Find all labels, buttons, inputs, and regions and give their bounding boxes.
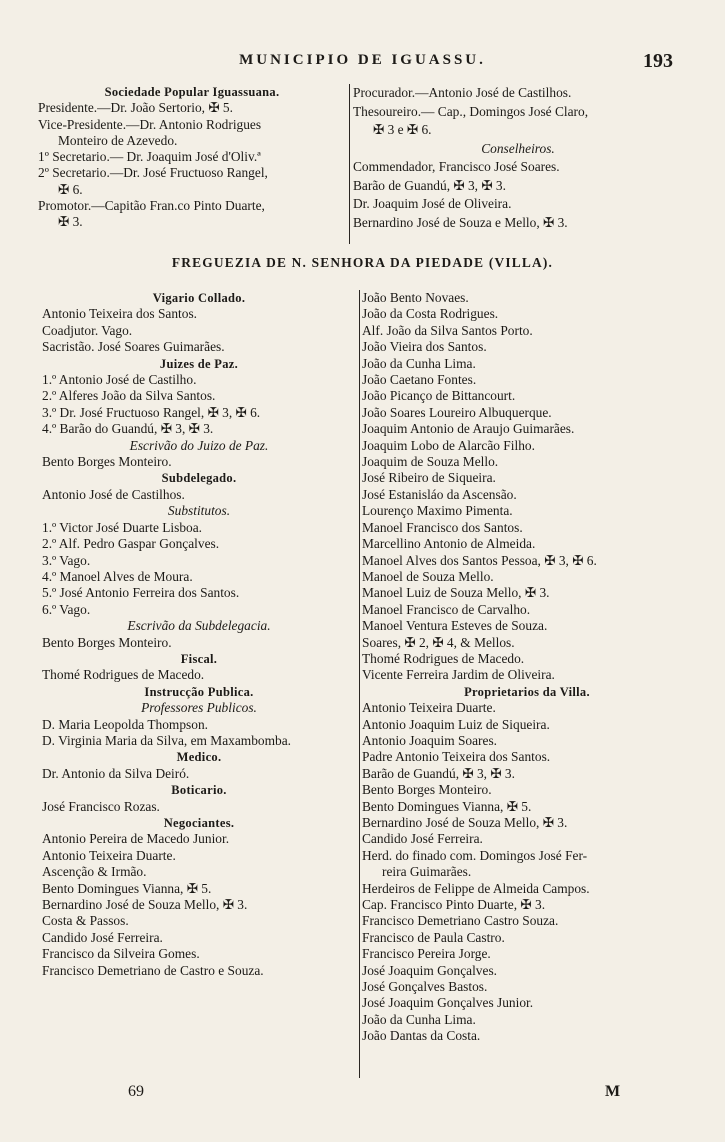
text-line: reira Guimarães. (382, 864, 472, 880)
text-line: Barão de Guandú, ✠ 3, ✠ 3. (353, 177, 506, 193)
text-line: João da Cunha Lima. (362, 355, 476, 371)
section-heading: Vigario Collado. (152, 291, 246, 305)
column-divider-top (349, 84, 350, 244)
text-line: 2.º Alf. Pedro Gaspar Gonçalves. (42, 536, 220, 552)
text-line: Bento Domingues Vianna, ✠ 5. (42, 880, 212, 896)
text-line: 1.º Victor José Duarte Lisboa. (42, 519, 203, 535)
text-line: Barão de Guandú, ✠ 3, ✠ 3. (362, 765, 515, 781)
text-line: José Francisco Rozas. (42, 798, 160, 814)
text-line: Substitutos. (167, 503, 231, 519)
text-line: Antonio Teixeira dos Santos. (42, 306, 198, 322)
section-title: FREGUEZIA DE N. SENHORA DA PIEDADE (VILLA). (171, 255, 554, 270)
text-line: 4.º Manoel Alves de Moura. (42, 568, 193, 584)
text-line: Bernardino José de Souza Mello, ✠ 3. (42, 897, 248, 913)
text-line: Antonio Pereira de Macedo Junior. (42, 831, 230, 847)
text-line: Francisco Demetriano de Castro e Souza. (42, 962, 264, 978)
text-line: D. Virginia Maria da Silva, em Maxambomba. (42, 732, 291, 748)
text-line: Antonio Teixeira Duarte. (362, 700, 496, 716)
section-heading: Sociedade Popular Iguassuana. (104, 85, 280, 99)
text-line: João da Costa Rodrigues. (362, 306, 499, 322)
text-line: Francisco da Silveira Gomes. (42, 946, 200, 962)
text-line: Manoel Ventura Esteves de Souza. (362, 618, 548, 634)
section-heading: Juizes de Paz. (159, 356, 239, 371)
section-heading: Instrucção Publica. (144, 684, 254, 699)
text-line: Ascenção & Irmão. (42, 864, 147, 880)
text-line: Francisco Pereira Jorge. (362, 946, 491, 962)
text-line: Alf. João da Silva Santos Porto. (362, 322, 533, 338)
text-line: Vice-Presidente.—Dr. Antonio Rodrigues (38, 116, 262, 132)
text-line: Bento Borges Monteiro. (362, 782, 492, 798)
text-line: Francisco Demetriano Castro Souza. (362, 913, 559, 929)
text-line: Commendador, Francisco José Soares. (353, 159, 560, 174)
text-line: Bento Borges Monteiro. (42, 634, 172, 650)
text-line: Thomé Rodrigues de Macedo. (362, 650, 525, 666)
text-line: ✠ 6. (58, 181, 83, 197)
text-line: Candido José Ferreira. (362, 831, 483, 847)
section-heading: Fiscal. (180, 651, 218, 666)
text-line: 5.º José Antonio Ferreira dos Santos. (42, 585, 240, 601)
text-line: Dr. Joaquim José de Oliveira. (353, 196, 512, 211)
text-line: Antonio José de Castilhos. (42, 486, 185, 502)
column-divider-main (359, 290, 360, 1078)
text-line: Bento Borges Monteiro. (42, 454, 172, 470)
text-line: Bernardino José de Souza e Mello, ✠ 3. (353, 214, 568, 230)
text-line: João Vieira dos Santos. (362, 339, 487, 355)
text-line: Thomé Rodrigues de Macedo. (42, 667, 205, 683)
text-line: Manoel Luiz de Souza Mello, ✠ 3. (362, 585, 550, 601)
text-line: Cap. Francisco Pinto Duarte, ✠ 3. (362, 897, 546, 913)
footer-signature-letter: M (605, 1083, 621, 1100)
text-line: João Dantas da Costa. (362, 1028, 481, 1044)
footer-signature-number: 69 (128, 1083, 144, 1100)
text-line: Soares, ✠ 2, ✠ 4, & Mellos. (362, 634, 515, 650)
text-line: 1.º Antonio José de Castilho. (42, 372, 197, 388)
text-line: Escrivão da Subdelegacia. (127, 618, 271, 634)
text-line: João Soares Loureiro Albuquerque. (362, 404, 552, 420)
text-line: Francisco de Paula Castro. (362, 929, 505, 945)
text-line: João da Cunha Lima. (362, 1011, 476, 1027)
page-header (0, 50, 725, 74)
text-line: Costa & Passos. (42, 913, 129, 929)
section-heading: Negociantes. (163, 816, 235, 830)
text-line: Professores Publicos. (141, 700, 257, 716)
text-line: Sacristão. José Soares Guimarães. (42, 339, 225, 355)
text-line: Manoel Francisco dos Santos. (362, 519, 523, 535)
text-line: Padre Antonio Teixeira dos Santos. (362, 749, 551, 765)
text-line: José Estanisláo da Ascensão. (362, 486, 517, 502)
text-line: Vicente Ferreira Jardim de Oliveira. (362, 667, 555, 683)
text-line: 2º Secretario.—Dr. José Fructuoso Rangel, (38, 165, 268, 181)
society-officers-column (38, 84, 346, 231)
text-line: José Joaquim Gonçalves. (362, 962, 497, 978)
text-line: Lourenço Maximo Pimenta. (362, 503, 513, 519)
text-line: José Ribeiro de Siqueira. (362, 470, 496, 486)
text-line: Presidente.—Dr. João Sertorio, ✠ 5. (38, 100, 233, 116)
text-line: ✠ 3. (58, 214, 83, 230)
text-line: Joaquim Antonio de Araujo Guimarães. (362, 421, 575, 437)
text-line: Manoel Alves dos Santos Pessoa, ✠ 3, ✠ 6. (362, 552, 597, 568)
text-line: 4.º Barão do Guandú, ✠ 3, ✠ 3. (42, 421, 214, 437)
text-line: Conselheiros. (481, 140, 555, 156)
section-heading: Boticario. (171, 783, 227, 798)
text-line: Procurador.—Antonio José de Castilhos. (353, 85, 572, 100)
text-line: Monteiro de Azevedo. (58, 132, 178, 148)
text-line: Herd. do finado com. Domingos José Fer- (362, 847, 588, 863)
text-line: Joaquim de Souza Mello. (362, 454, 499, 470)
text-line: Promotor.—Capitão Fran.co Pinto Duarte, (38, 198, 265, 214)
text-line: João Caetano Fontes. (362, 372, 477, 388)
text-line: Bernardino José de Souza Mello, ✠ 3. (362, 815, 568, 830)
text-line: Coadjutor. Vago. (42, 322, 133, 338)
text-line: Manoel Francisco de Carvalho. (362, 601, 531, 617)
text-line: 1º Secretario.— Dr. Joaquim José d'Oliv.ª (38, 149, 261, 165)
text-line: D. Maria Leopolda Thompson. (42, 716, 208, 732)
text-line: Manoel de Souza Mello. (362, 568, 494, 584)
text-line: Antonio Joaquim Soares. (362, 732, 498, 748)
text-line: Candido José Ferreira. (42, 929, 163, 945)
text-line: 3.º Dr. José Fructuoso Rangel, ✠ 3, ✠ 6. (42, 404, 261, 420)
page-number: 193 (643, 50, 673, 72)
section-heading: Proprietarios da Villa. (464, 684, 590, 699)
text-line: Dr. Antonio da Silva Deiró. (42, 765, 190, 781)
text-line: Escrivão do Juizo de Paz. (129, 437, 269, 453)
text-line: 2.º Alferes João da Silva Santos. (42, 388, 216, 404)
text-line: Marcellino Antonio de Almeida. (362, 536, 536, 552)
text-line: Herdeiros de Felippe de Almeida Campos. (362, 880, 590, 896)
text-line: ✠ 3 e ✠ 6. (373, 122, 432, 137)
text-line: Antonio Teixeira Duarte. (42, 847, 176, 863)
section-heading: Medico. (176, 750, 222, 765)
section-heading: Subdelegado. (161, 471, 237, 486)
society-council-column (353, 84, 683, 232)
text-line: José Gonçalves Bastos. (362, 979, 488, 995)
page-title: MUNICIPIO DE IGUASSU. (239, 52, 486, 68)
text-line: Joaquim Lobo de Alarcão Filho. (362, 437, 535, 453)
text-line: João Picanço de Bittancourt. (362, 388, 516, 404)
text-line: José Joaquim Gonçalves Junior. (362, 995, 534, 1011)
text-line: João Bento Novaes. (362, 290, 469, 305)
merchants-and-owners-column (362, 290, 692, 1045)
text-line: 6.º Vago. (42, 601, 91, 617)
text-line: Bento Domingues Vianna, ✠ 5. (362, 798, 532, 814)
parish-officials-column (42, 290, 356, 979)
text-line: 3.º Vago. (42, 552, 91, 568)
text-line: Antonio Joaquim Luiz de Siqueira. (362, 716, 550, 732)
text-line: Thesoureiro.— Cap., Domingos José Claro, (353, 103, 589, 119)
